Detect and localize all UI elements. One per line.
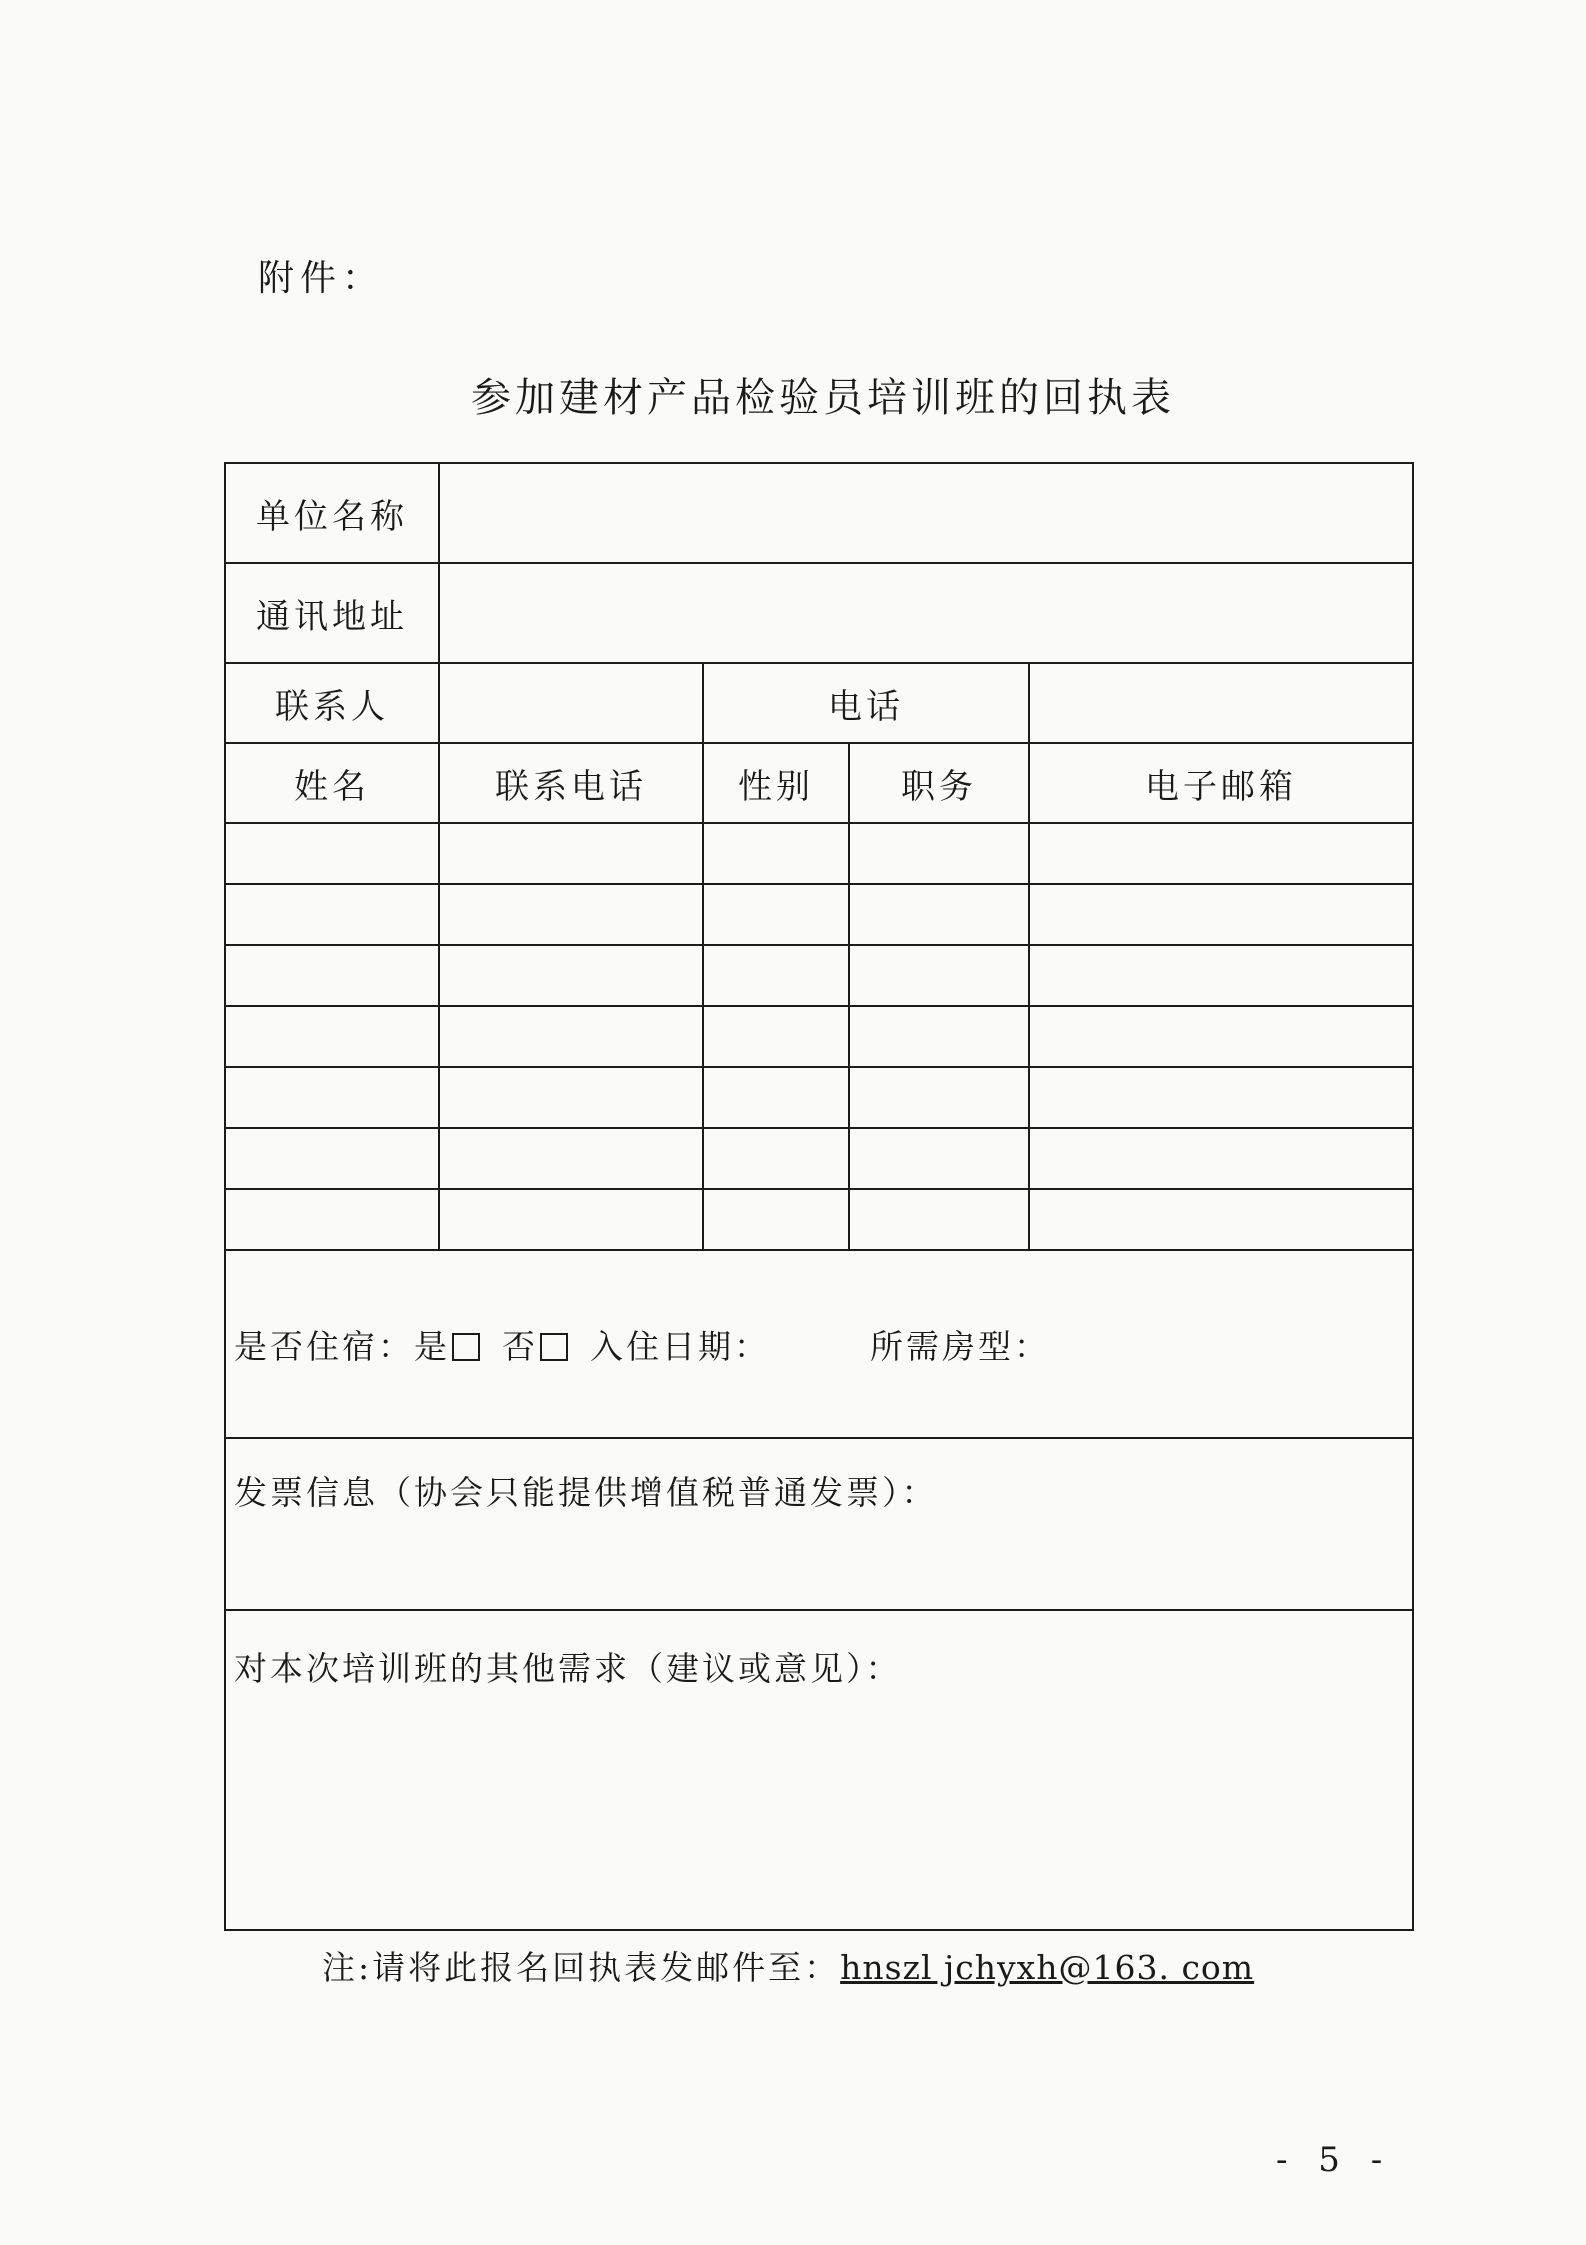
- phone-cell[interactable]: [439, 945, 703, 1006]
- company-field[interactable]: [439, 463, 1413, 563]
- position-cell[interactable]: [849, 1189, 1029, 1250]
- requests-cell[interactable]: [225, 1610, 1413, 1930]
- email-cell[interactable]: [1029, 823, 1413, 884]
- phone-cell[interactable]: [439, 1128, 703, 1189]
- room-type-label: 所需房型：: [870, 1326, 1050, 1366]
- attachment-label: 附件：: [258, 258, 385, 299]
- checkin-date-label: 入住日期：: [590, 1326, 770, 1366]
- requests-label: 对本次培训班的其他需求（建议或意见）：: [234, 1649, 902, 1688]
- gender-cell[interactable]: [703, 1006, 849, 1067]
- email-cell[interactable]: [1029, 1189, 1413, 1250]
- gender-cell[interactable]: [703, 1067, 849, 1128]
- phone-cell[interactable]: [439, 1067, 703, 1128]
- email-cell[interactable]: [1029, 1067, 1413, 1128]
- company-row: [225, 463, 1413, 563]
- table-row: [225, 823, 1413, 884]
- company-label: 单位名称: [225, 463, 439, 563]
- contact-field[interactable]: [439, 663, 703, 743]
- name-cell[interactable]: [225, 1189, 439, 1250]
- page-number: - 5 -: [1276, 2140, 1393, 2180]
- contact-label: 联系人: [225, 663, 439, 743]
- column-header-row: [225, 743, 1413, 823]
- lodging-label: 是否住宿：: [234, 1326, 414, 1366]
- position-cell[interactable]: [849, 1067, 1029, 1128]
- name-cell[interactable]: [225, 884, 439, 945]
- footnote-prefix: 注:请将此报名回执表发邮件至：: [322, 1948, 841, 1987]
- name-cell[interactable]: [225, 1006, 439, 1067]
- position-cell[interactable]: [849, 1006, 1029, 1067]
- email-link[interactable]: hnszl jchyxh@163. com: [840, 1948, 1255, 1987]
- lodging-cell: [225, 1250, 1413, 1438]
- column-header-gender: 性别: [703, 743, 849, 823]
- name-cell[interactable]: [225, 945, 439, 1006]
- phone-cell[interactable]: [439, 823, 703, 884]
- footnote: [322, 1942, 1254, 1989]
- gender-cell[interactable]: [703, 1189, 849, 1250]
- registration-form-table: [224, 462, 1414, 1931]
- contact-row: [225, 663, 1413, 743]
- gender-cell[interactable]: [703, 823, 849, 884]
- phone-cell[interactable]: [439, 884, 703, 945]
- address-row: [225, 563, 1413, 663]
- email-cell[interactable]: [1029, 945, 1413, 1006]
- lodging-row: [225, 1250, 1413, 1438]
- column-header-position: 职务: [849, 743, 1029, 823]
- invoice-label: 发票信息（协会只能提供增值税普通发票）：: [234, 1473, 938, 1512]
- name-cell[interactable]: [225, 1128, 439, 1189]
- phone-field[interactable]: [1029, 663, 1413, 743]
- table-row: [225, 1006, 1413, 1067]
- position-cell[interactable]: [849, 823, 1029, 884]
- column-header-name: 姓名: [225, 743, 439, 823]
- table-row: [225, 1128, 1413, 1189]
- table-row: [225, 945, 1413, 1006]
- gender-cell[interactable]: [703, 1128, 849, 1189]
- gender-cell[interactable]: [703, 945, 849, 1006]
- table-row: [225, 884, 1413, 945]
- position-cell[interactable]: [849, 945, 1029, 1006]
- phone-cell[interactable]: [439, 1006, 703, 1067]
- lodging-no-label: 否: [502, 1326, 538, 1366]
- table-row: [225, 1189, 1413, 1250]
- lodging-yes-checkbox[interactable]: [452, 1333, 480, 1361]
- address-field[interactable]: [439, 563, 1413, 663]
- form-title: 参加建材产品检验员培训班的回执表: [471, 375, 1175, 421]
- requests-row: [225, 1610, 1413, 1930]
- table-row: [225, 1067, 1413, 1128]
- lodging-no-checkbox[interactable]: [540, 1333, 568, 1361]
- email-cell[interactable]: [1029, 1128, 1413, 1189]
- invoice-cell[interactable]: [225, 1438, 1413, 1610]
- column-header-phone: 联系电话: [439, 743, 703, 823]
- email-cell[interactable]: [1029, 1006, 1413, 1067]
- phone-cell[interactable]: [439, 1189, 703, 1250]
- email-cell[interactable]: [1029, 884, 1413, 945]
- name-cell[interactable]: [225, 1067, 439, 1128]
- invoice-row: [225, 1438, 1413, 1610]
- phone-label: 电话: [703, 663, 1029, 743]
- address-label: 通讯地址: [225, 563, 439, 663]
- column-header-email: 电子邮箱: [1029, 743, 1413, 823]
- lodging-yes-label: 是: [414, 1326, 450, 1366]
- position-cell[interactable]: [849, 1128, 1029, 1189]
- name-cell[interactable]: [225, 823, 439, 884]
- position-cell[interactable]: [849, 884, 1029, 945]
- gender-cell[interactable]: [703, 884, 849, 945]
